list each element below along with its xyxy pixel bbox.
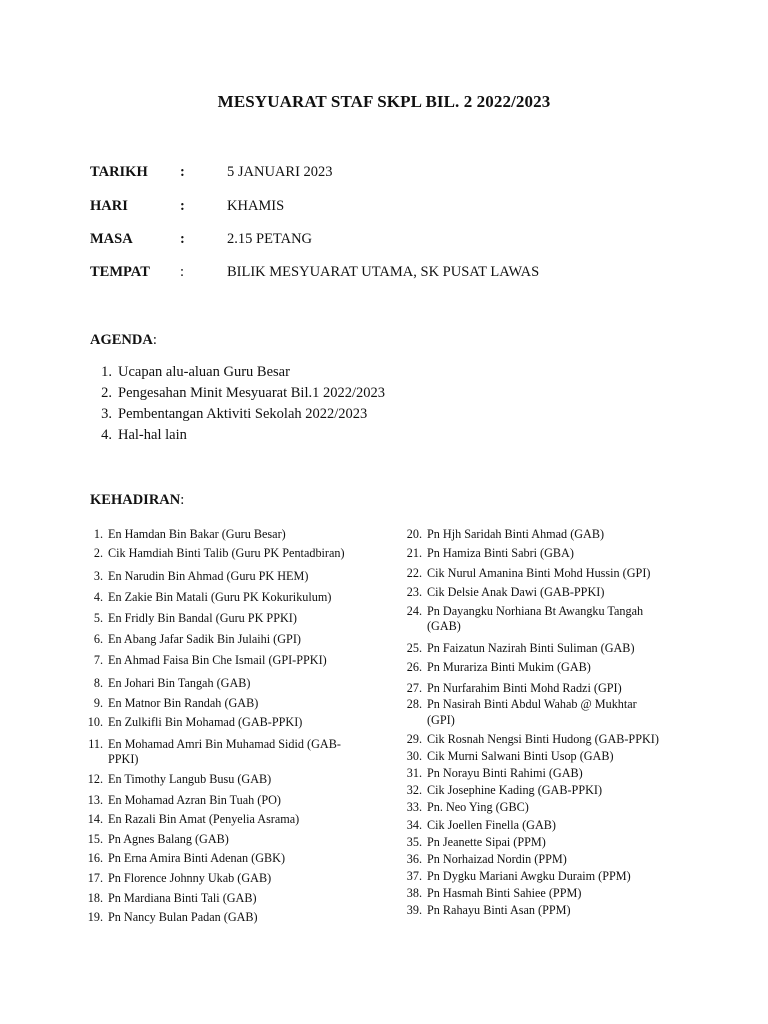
attendee-name: En Hamdan Bin Bakar (Guru Besar) [108, 527, 286, 541]
attendee-number: 35. [406, 835, 422, 849]
attendee-name: En Matnor Bin Randah (GAB) [108, 696, 259, 710]
attendee-name: En Ahmad Faisa Bin Che Ismail (GPI-PPKI) [108, 653, 327, 667]
attendee-name: Cik Murni Salwani Binti Usop (GAB) [427, 749, 614, 763]
attendee-name: En Mohamad Azran Bin Tuah (PO) [108, 793, 281, 807]
attendee-name: Pn Dayangku Norhiana Bt Awangku Tangah [427, 604, 644, 618]
attendee-name: En Razali Bin Amat (Penyelia Asrama) [108, 812, 300, 826]
attendee-number: 30. [406, 749, 422, 763]
attendee-number: 32. [406, 783, 422, 797]
attendee-number: 31. [406, 766, 422, 780]
attendee-name: Pn Agnes Balang (GAB) [108, 832, 229, 846]
attendee-name: Pn Faizatun Nazirah Binti Suliman (GAB) [427, 641, 635, 655]
attendee-number: 19. [87, 910, 103, 924]
attendance-heading-text: KEHADIRAN [90, 492, 181, 508]
attendee-name: Pn Murariza Binti Mukim (GAB) [427, 660, 591, 674]
date-label: TARIKH [90, 164, 148, 180]
attendee-name: Pn Norayu Binti Rahimi (GAB) [427, 766, 583, 780]
attendee-number: 8. [93, 676, 103, 690]
attendee-name: Pn Hjh Saridah Binti Ahmad (GAB) [427, 527, 605, 541]
attendee-name: En Mohamad Amri Bin Muhamad Sidid (GAB- [108, 737, 341, 751]
attendee-name: Pn Nancy Bulan Padan (GAB) [108, 910, 258, 924]
agenda-item-text: Ucapan alu-aluan Guru Besar [118, 364, 290, 380]
attendee-name: Pn Mardiana Binti Tali (GAB) [108, 891, 257, 905]
attendee-number: 28. [406, 697, 422, 711]
attendee-number: 12. [87, 772, 103, 786]
attendee-number: 24. [406, 604, 422, 618]
attendance-column-right [402, 0, 732, 1024]
attendee-name: Pn Jeanette Sipai (PPM) [427, 835, 546, 849]
day-label: HARI [90, 198, 128, 214]
attendee-name: Cik Nurul Amanina Binti Mohd Hussin (GPI) [427, 566, 651, 580]
time-colon: : [180, 231, 185, 247]
attendee-number: 33. [406, 800, 422, 814]
attendee-number: 5. [93, 611, 103, 625]
attendee-number: 15. [87, 832, 103, 846]
attendee-number: 36. [406, 852, 422, 866]
attendee-number: 3. [93, 569, 103, 583]
attendee-name: Cik Delsie Anak Dawi (GAB-PPKI) [427, 585, 605, 599]
attendee-number: 18. [87, 891, 103, 905]
attendee-number: 22. [406, 566, 422, 580]
attendee-name: Cik Joellen Finella (GAB) [427, 818, 556, 832]
agenda-item-number: 2. [101, 385, 112, 401]
agenda-item-text: Pembentangan Aktiviti Sekolah 2022/2023 [118, 406, 368, 422]
agenda-item-number: 3. [101, 406, 112, 422]
attendee-name: En Fridly Bin Bandal (Guru PK PPKI) [108, 611, 297, 625]
date-value: 5 JANUARI 2023 [227, 164, 333, 180]
attendee-name-continued: PPKI) [108, 752, 139, 766]
attendee-number: 21. [406, 546, 422, 560]
attendee-name: Pn Dygku Mariani Awgku Duraim (PPM) [427, 869, 631, 883]
attendee-number: 23. [406, 585, 422, 599]
attendee-number: 14. [87, 812, 103, 826]
attendee-name: Pn Nasirah Binti Abdul Wahab @ Mukhtar [427, 697, 637, 711]
attendee-name-continued: (GPI) [427, 713, 455, 727]
attendee-name: Pn Rahayu Binti Asan (PPM) [427, 903, 571, 917]
attendee-number: 25. [406, 641, 422, 655]
attendee-name: Pn Norhaizad Nordin (PPM) [427, 852, 567, 866]
day-colon: : [180, 198, 185, 214]
attendee-number: 1. [93, 527, 103, 541]
attendee-number: 39. [406, 903, 422, 917]
attendee-number: 29. [406, 732, 422, 746]
attendee-name: Pn Florence Johnny Ukab (GAB) [108, 871, 272, 885]
time-value: 2.15 PETANG [227, 231, 313, 247]
document-title: MESYUARAT STAF SKPL BIL. 2 2022/2023 [217, 92, 551, 111]
attendee-number: 11. [88, 737, 103, 751]
attendee-name: En Abang Jafar Sadik Bin Julaihi (GPI) [108, 632, 301, 646]
attendee-name: Pn. Neo Ying (GBC) [427, 800, 529, 814]
attendee-number: 13. [87, 793, 103, 807]
attendee-name: En Narudin Bin Ahmad (Guru PK HEM) [108, 569, 309, 583]
date-colon: : [180, 164, 185, 180]
agenda-item-text: Pengesahan Minit Mesyuarat Bil.1 2022/2023 [118, 385, 386, 401]
attendance-heading-colon: : [180, 492, 185, 508]
attendee-name: En Timothy Langub Busu (GAB) [108, 772, 272, 786]
attendance-column-left [83, 0, 403, 1024]
attendee-number: 2. [93, 546, 103, 560]
time-label: MASA [90, 231, 133, 247]
attendee-number: 37. [406, 869, 422, 883]
attendee-name: Cik Josephine Kading (GAB-PPKI) [427, 783, 603, 797]
venue-label: TEMPAT [90, 264, 150, 280]
attendee-name: En Zakie Bin Matali (Guru PK Kokurikulum) [108, 590, 332, 604]
agenda-heading-colon: : [152, 332, 157, 348]
attendee-name: Cik Rosnah Nengsi Binti Hudong (GAB-PPKI) [427, 732, 659, 746]
attendee-number: 34. [406, 818, 422, 832]
agenda-heading-text: AGENDA [90, 332, 153, 348]
attendee-name-continued: (GAB) [427, 619, 461, 633]
attendee-name: Pn Hasmah Binti Sahiee (PPM) [427, 886, 582, 900]
attendee-number: 16. [87, 851, 103, 865]
attendee-number: 4. [93, 590, 103, 604]
venue-colon: : [180, 264, 185, 280]
attendee-number: 26. [406, 660, 422, 674]
attendee-number: 38. [406, 886, 422, 900]
attendee-number: 7. [93, 653, 103, 667]
attendee-name: Pn Erna Amira Binti Adenan (GBK) [108, 851, 286, 865]
attendee-name: En Johari Bin Tangah (GAB) [108, 676, 251, 690]
attendee-number: 6. [93, 632, 103, 646]
attendee-name: En Zulkifli Bin Mohamad (GAB-PPKI) [108, 715, 303, 729]
attendee-number: 17. [87, 871, 103, 885]
attendee-number: 27. [406, 681, 422, 695]
attendee-number: 9. [93, 696, 103, 710]
attendee-number: 10. [87, 715, 103, 729]
attendee-name: Cik Hamdiah Binti Talib (Guru PK Pentadbiran) [108, 546, 345, 560]
attendee-name: Pn Nurfarahim Binti Mohd Radzi (GPI) [427, 681, 622, 695]
agenda-item-number: 4. [101, 427, 112, 443]
day-value: KHAMIS [227, 198, 285, 214]
attendee-number: 20. [406, 527, 422, 541]
attendee-name: Pn Hamiza Binti Sabri (GBA) [427, 546, 574, 560]
agenda-item-number: 1. [101, 364, 112, 380]
agenda-item-text: Hal-hal lain [118, 427, 187, 443]
venue-value: BILIK MESYUARAT UTAMA, SK PUSAT LAWAS [227, 264, 540, 280]
